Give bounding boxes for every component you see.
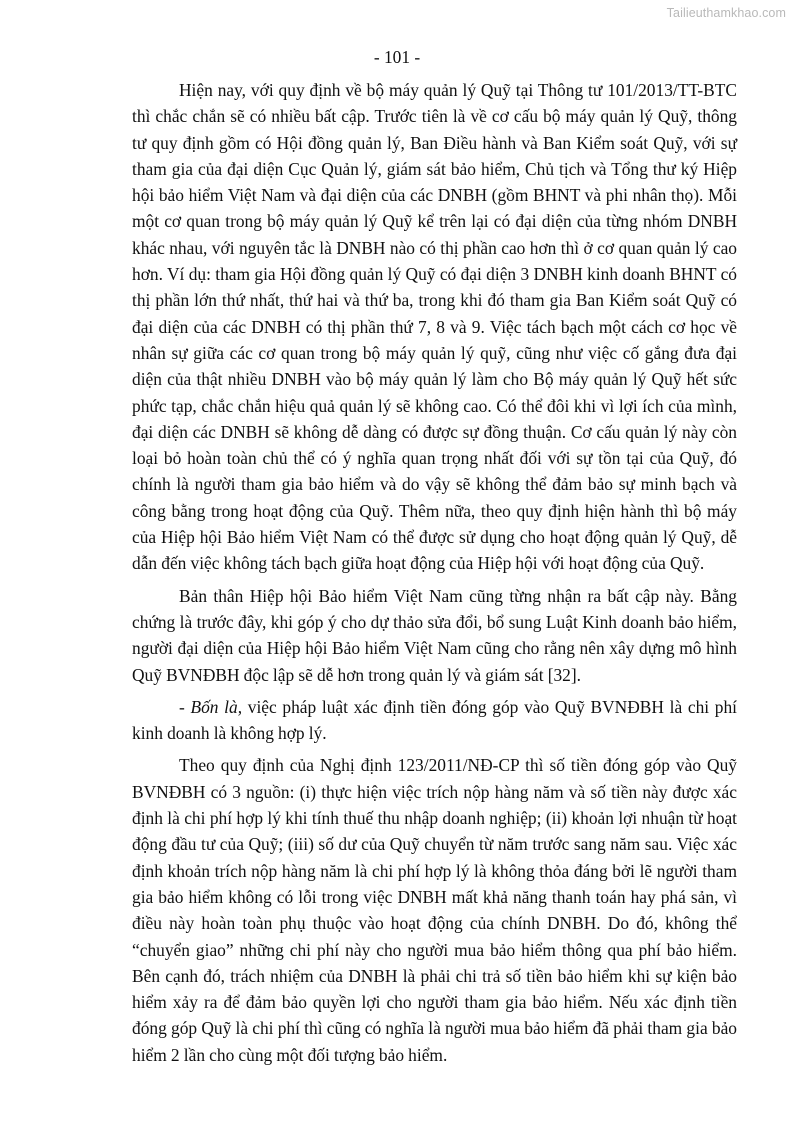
paragraph-association-view: Bản thân Hiệp hội Bảo hiểm Việt Nam cũng từng nhận ra bất cập này. Bằng chứng là trước đây, khi góp ý cho dự thảo sửa đổi, bổ sung Luật Kinh doanh bảo hiểm, người đại diện của Hiệp hội Bảo hiểm Việt Nam cũng cho rằng nên xây dựng mô hình Quỹ BVNĐBH độc lập sẽ dễ hơn trong quản lý và giám sát [32]. <box>132 585 737 685</box>
point-four-text: việc pháp luật xác định tiền đóng góp vào Quỹ BVNĐBH là chi phí kinh doanh là không hợp lý. <box>132 696 738 744</box>
document-body <box>132 77 737 1071</box>
paragraph-funding-sources: Theo quy định của Nghị định 123/2011/NĐ-CP thì số tiền đóng góp vào Quỹ BVNĐBH có 3 nguồn: (i) thực hiện việc trích nộp hàng năm và số tiền này được xác định là chi phí hợp lý khi tính thuế thu nhập doanh nghiệp; (ii) khoản lợi nhuận từ hoạt động đầu tư của Quỹ; (iii) số dư của Quỹ chuyển từ năm trước sang năm sau. Việc xác định khoản trích nộp hàng năm là chi phí hợp lý là không thỏa đáng bởi lẽ người tham gia bảo hiểm không có lỗi trong việc DNBH mất khả năng thanh toán hay phá sản, vì điều này hoàn toàn phụ thuộc vào hoạt động của chính DNBH. Do đó, không thể “chuyển giao” những chi phí này cho người mua bảo hiểm thông qua phí bảo hiểm. Bên cạnh đó, trách nhiệm của DNBH là phải chi trả số tiền bảo hiểm khi sự kiện bảo hiểm xảy ra để đảm bảo quyền lợi cho người tham gia bảo hiểm. Nếu xác định tiền đóng góp Quỹ là chi phí thì cũng có nghĩa là người mua bảo hiểm đã phải tham gia bảo hiểm 2 lần cho cùng một đối tượng bảo hiểm. <box>132 755 737 1065</box>
page-number: - 101 - <box>373 47 421 67</box>
paragraph-management-structure: Hiện nay, với quy định về bộ máy quản lý Quỹ tại Thông tư 101/2013/TT-BTC thì chắc chắn sẽ có nhiều bất cập. Trước tiên là về cơ cấu bộ máy quản lý Quỹ, thông tư quy định gồm có Hội đồng quản lý, Ban Điều hành và Ban Kiểm soát Quỹ, với sự tham gia của đại diện Cục Quản lý, giám sát bảo hiểm, Chủ tịch và Tổng thư ký Hiệp hội bảo hiểm Việt Nam và đại diện của các DNBH (gồm BHNT và phi nhân thọ). Mỗi một cơ quan trong bộ máy quản lý Quỹ kể trên lại có đại diện của từng nhóm DNBH khác nhau, với nguyên tắc là DNBH nào có thị phần cao hơn thì ở cơ quan quản lý cao hơn. Ví dụ: tham gia Hội đồng quản lý Quỹ có đại diện 3 DNBH kinh doanh BHNT có thị phần lớn thứ nhất, thứ hai và thứ ba, trong khi đó tham gia Ban Kiểm soát Quỹ có đại diện của các DNBH có thị phần thứ 7, 8 và 9. Việc tách bạch một cách cơ học về nhân sự giữa các cơ quan trong bộ máy quản lý quỹ, cũng như việc cố gắng đưa đại diện của thật nhiều DNBH vào bộ máy quản lý làm cho Bộ máy quản lý Quỹ hết sức phức tạp, chắc chắn hiệu quả quản lý sẽ không cao. Có thể đôi khi vì lợi ích của mình, đại diện các DNBH sẽ không dễ dàng có được sự đồng thuận. Cơ cấu quản lý này còn loại bỏ hoàn toàn chủ thể có ý nghĩa quan trọng nhất đối với sự tồn tại của Quỹ, đó chính là người tham gia bảo hiểm và do vậy sẽ không thể đảm bảo sự minh bạch và công bằng trong hoạt động của Quỹ. Thêm nữa, theo quy định hiện hành thì bộ máy của Hiệp hội Bảo hiểm Việt Nam có thể được sử dụng cho hoạt động quản lý Quỹ, dễ dẫn đến việc không tách bạch giữa hoạt động của Hiệp hội với hoạt động của Quỹ. <box>132 80 737 574</box>
watermark: Tailieuthamkhao.com <box>666 6 786 20</box>
point-four-lead: - Bốn là, <box>179 696 243 717</box>
paragraph-point-four <box>132 694 737 747</box>
